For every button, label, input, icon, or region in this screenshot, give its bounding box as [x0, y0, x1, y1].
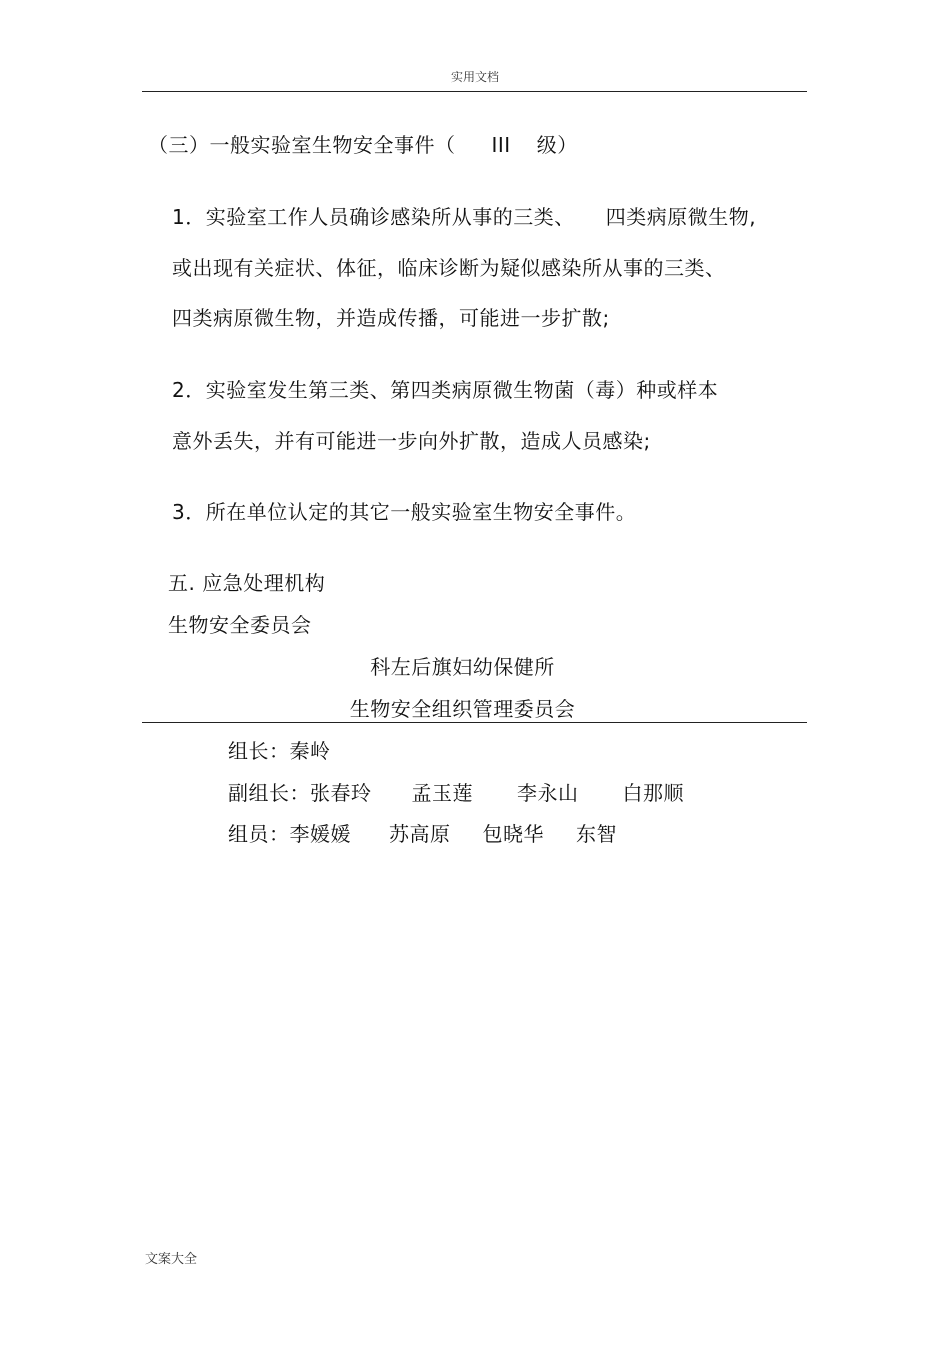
member-name: 东智: [576, 822, 617, 846]
item-1-line-3: 四类病原微生物，并造成传播，可能进一步扩散;: [172, 306, 610, 330]
item-2-line-1: 2．实验室发生第三类、第四类病原微生物菌（毒）种或样本: [172, 378, 719, 402]
section-heading: [148, 129, 578, 158]
deputy-label: 副组长：: [228, 781, 310, 805]
section-level: III: [491, 133, 511, 157]
item-3-line-1: 3．所在单位认定的其它一般实验室生物安全事件。: [172, 500, 637, 524]
deputy-line: [228, 777, 684, 806]
member-name: 李媛媛: [289, 822, 351, 846]
member-name: 包晓华: [482, 822, 544, 846]
page-header: 实用文档: [450, 70, 499, 84]
org-section-title: 五. 应急处理机构: [168, 571, 326, 595]
member-name: 苏高原: [389, 822, 451, 846]
leader-name: 秦岭: [289, 739, 331, 763]
deputy-name: 张春玲: [310, 781, 372, 805]
leader-label: 组长：: [228, 739, 290, 763]
committee-label: 生物安全委员会: [168, 613, 312, 637]
page-footer: 文案大全: [145, 1252, 198, 1267]
header-rule: [142, 91, 807, 92]
item-2-line-2: 意外丢失，并有可能进一步向外扩散，造成人员感染;: [172, 429, 651, 453]
deputy-name: 白那顺: [622, 781, 684, 805]
section-heading-end: 级）: [536, 133, 578, 157]
committee-full-name: 生物安全组织管理委员会: [349, 697, 576, 721]
section-heading-text: （三）一般实验室生物安全事件（: [148, 133, 456, 157]
committee-rule: [142, 722, 807, 723]
institution-name: 科左后旗妇幼保健所: [370, 655, 555, 679]
deputy-name: 孟玉莲: [411, 781, 473, 805]
item-1-line-2: 或出现有关症状、体征，临床诊断为疑似感染所从事的三类、: [172, 256, 726, 280]
members-label: 组员：: [228, 822, 290, 846]
leader-line: [228, 735, 331, 764]
item-1-line-1: 1．实验室工作人员确诊感染所从事的三类、 四类病原微生物,: [172, 205, 757, 229]
deputy-name: 李永山: [517, 781, 579, 805]
members-line: [228, 818, 617, 847]
